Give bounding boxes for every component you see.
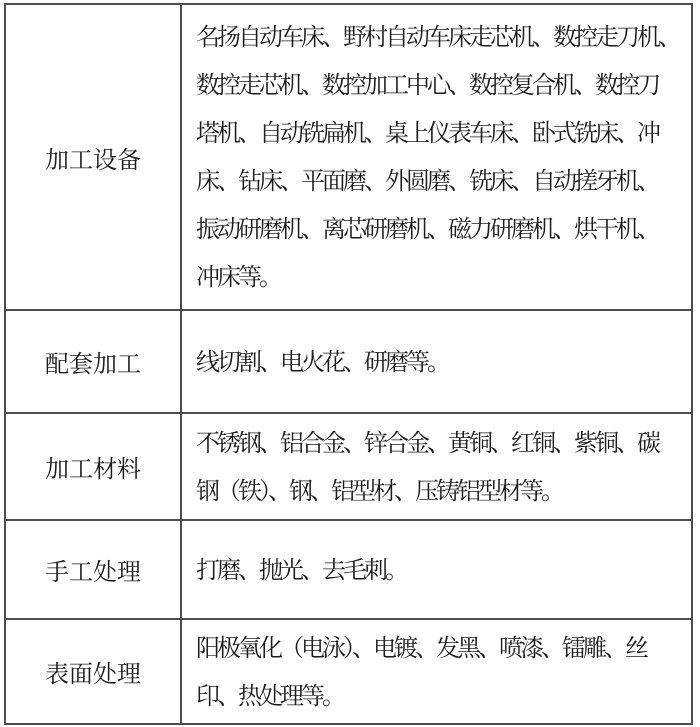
text-line: 印、热处理等。 — [196, 681, 343, 710]
text-line: 塔机、自动铣扁机、桌上仪表车床、卧式铣床、冲 — [196, 119, 658, 147]
row-content-cell — [182, 620, 691, 723]
table-row-supporting-processing — [6, 311, 691, 414]
text-line: 床、钻床、平面磨、外圆磨、铣床、自动搓牙机、 — [196, 167, 658, 195]
text-line: 不锈钢、铝合金、锌合金、黄铜、红铜、紫铜、碳 — [196, 428, 658, 457]
row-content-cell — [182, 414, 691, 519]
table-row-surface-treatment — [6, 620, 691, 723]
row-label: 配套加工 — [45, 350, 141, 378]
text-line: 阳极氧化（电泳）、电镀、发黑、喷漆、镭雕、丝 — [196, 633, 646, 662]
row-label-cell — [6, 311, 182, 412]
row-label-cell — [6, 521, 182, 618]
text-line: 钢（铁）、钢、铝型材、压铸铝型材等。 — [196, 476, 562, 505]
row-label-cell — [6, 620, 182, 723]
row-label-cell — [6, 414, 182, 519]
table-row-manual-processing — [6, 521, 691, 620]
text-line: 数控走芯机、数控加工中心、数控复合机、数控刀 — [196, 71, 658, 99]
row-content-cell — [182, 311, 691, 412]
text-line: 振动研磨机、离芯研磨机、磁力研磨机、烘干机、 — [196, 215, 658, 243]
table-row-processing-materials — [6, 414, 691, 521]
text-line: 名扬自动车床、野村自动车床走芯机、数控走刀机、 — [196, 23, 679, 51]
capabilities-table — [4, 3, 693, 725]
text-line: 打磨、抛光、去毛刺。 — [196, 555, 406, 584]
row-label: 手工处理 — [45, 558, 141, 586]
row-content-cell — [182, 5, 691, 309]
table-row-processing-equipment — [6, 5, 691, 311]
row-label: 表面处理 — [45, 660, 141, 688]
row-content-cell — [182, 521, 691, 618]
row-label: 加工材料 — [45, 455, 141, 483]
row-label: 加工设备 — [45, 145, 141, 174]
row-label-cell — [6, 5, 182, 309]
text-line: 冲床等。 — [196, 263, 280, 291]
text-line: 线切割、电火花、研磨等。 — [196, 347, 448, 376]
